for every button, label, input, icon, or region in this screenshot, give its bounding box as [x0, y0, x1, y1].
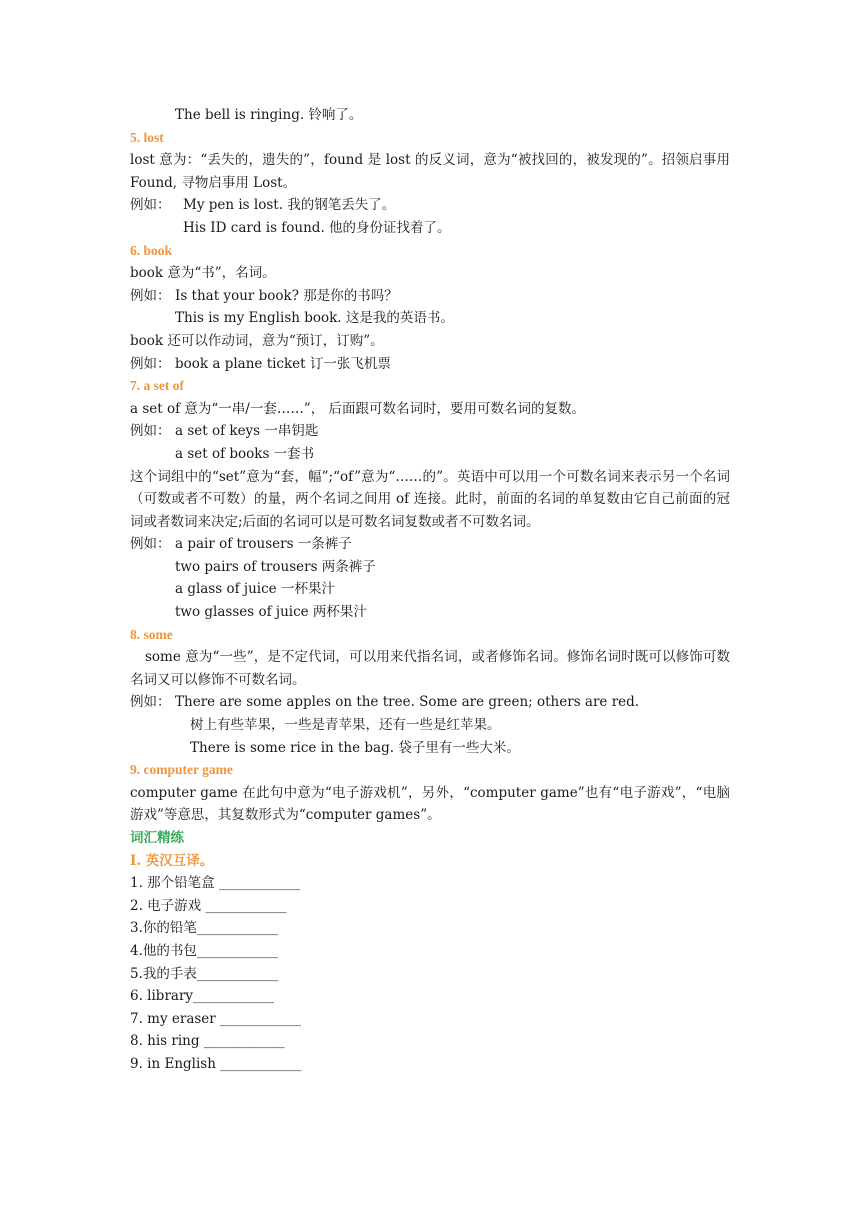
set-paragraph: 这个词组中的“set”意为“套，幅”;“of”意为“……的”。英语中可以用一个可数名词来表示另一个名词（可数或者不可数）的量，两个名词之间用 of 连接。此时，前面的名词的单复数由它自己前面的冠词或者数词来决定;后面的名词可以是可数名词复数或者不可数名词。 [130, 468, 730, 530]
set-definition: a set of 意为“一串/一套……”， 后面跟可数名词时，要用可数名词的复数。 [130, 400, 586, 417]
question-7: 7. my eraser ____________ [130, 1010, 302, 1027]
book-example-2: This is my English book. 这是我的英语书。 [175, 310, 454, 327]
book-example-1 [130, 285, 730, 308]
set-example-5: a glass of juice 一杯果汁 [175, 581, 335, 598]
question-3: 3.你的铅笔____________ [130, 920, 278, 937]
question-1: 1. 那个铅笔盒 ____________ [130, 875, 300, 892]
example-text: a set of keys 一串钥匙 [175, 423, 319, 440]
book-definition: book 意为“书”，名词。 [130, 265, 276, 282]
computer-game-definition: computer game 在此句中意为“电子游戏机”，另外，“computer game”也有“电子游戏”，“电脑游戏”等意思，其复数形式为“computer games”。 [130, 784, 730, 824]
example-label: 例如： [130, 423, 171, 440]
heading-computer-game: 9. computer game [130, 762, 233, 778]
example-label: 例如： [130, 287, 171, 304]
question-9: 9. in English ____________ [130, 1055, 302, 1072]
set-example-1 [130, 420, 730, 443]
example-label: 例如： [130, 197, 171, 214]
set-example-3 [130, 533, 730, 556]
question-4: 4.他的书包____________ [130, 942, 278, 959]
heading-book: 6. book [130, 242, 173, 258]
some-example-1 [130, 691, 730, 714]
some-example-2: There is some rice in the bag. 袋子里有一些大米。 [190, 739, 520, 756]
question-8: 8. his ring ____________ [130, 1033, 285, 1050]
lost-example-2: His ID card is found. 他的身份证找着了。 [183, 219, 451, 236]
set-example-2: a set of books 一套书 [175, 445, 315, 462]
book-example-3 [130, 353, 730, 376]
heading-some: 8. some [130, 626, 173, 642]
heading-a-set-of: 7. a set of [130, 378, 184, 394]
some-definition: some 意为“一些”，是不定代词，可以用来代指名词，或者修饰名词。修饰名词时既可以修饰可数名词又可以修饰不可数名词。 [130, 649, 730, 688]
some-example-1-translation: 树上有些苹果，一些是青苹果，还有一些是红苹果。 [190, 717, 501, 734]
example-text: My pen is lost. 我的钢笔丢失了。 [183, 197, 396, 214]
example-text: book a plane ticket 订一张飞机票 [175, 355, 391, 372]
example-text: There are some apples on the tree. Some are green; others are red. [175, 694, 640, 711]
book-verb-usage: book 还可以作动词，意为“预订，订购”。 [130, 332, 384, 349]
set-example-4: two pairs of trousers 两条裤子 [175, 558, 376, 575]
lost-definition: lost 意为：“丢失的，遗失的”，found 是 lost 的反义词，意为“被找回的，被发现的”。招领启事用 Found, 寻物启事用 Lost。 [130, 152, 730, 191]
example-label: 例如： [130, 355, 171, 372]
example-label: 例如： [130, 694, 171, 711]
question-5: 5.我的手表____________ [130, 965, 278, 982]
example-text: a pair of trousers 一条裤子 [175, 536, 352, 553]
question-6: 6. library____________ [130, 988, 275, 1005]
document-page [130, 104, 730, 1076]
lost-example-1 [130, 194, 730, 217]
question-2: 2. 电子游戏 ____________ [130, 897, 287, 914]
example-label: 例如： [130, 536, 171, 553]
section-title-translate: Ⅰ. 英汉互译。 [130, 852, 214, 869]
set-example-6: two glasses of juice 两杯果汁 [175, 604, 367, 621]
example-bell: The bell is ringing. 铃响了。 [175, 107, 363, 123]
practice-title: 词汇精练 [130, 830, 184, 846]
heading-lost: 5. lost [130, 129, 164, 145]
example-text: Is that your book? 那是你的书吗？ [175, 287, 398, 304]
